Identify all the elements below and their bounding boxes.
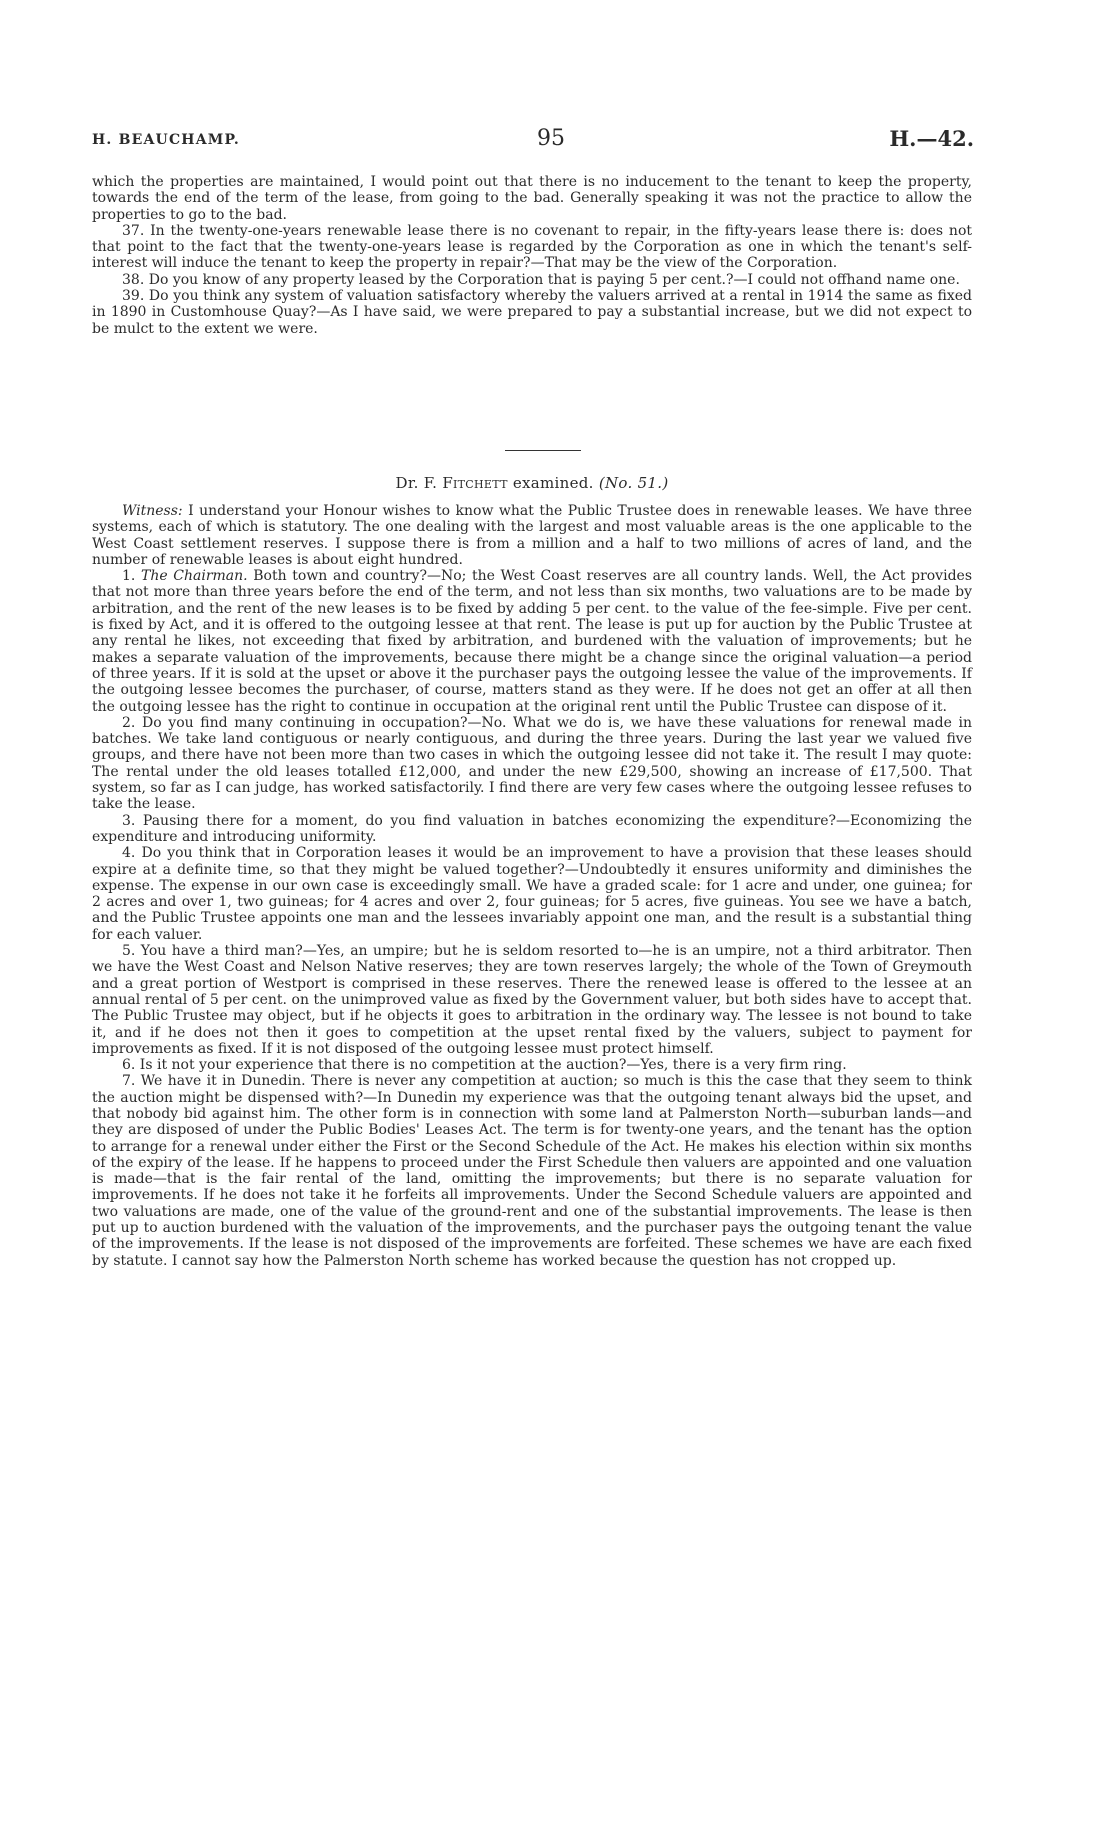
witness-number: (No. 51.) [598, 474, 669, 492]
paragraph-q39: 39. Do you think any system of valuation satisfactory whereby the valuers arrived at a rental in 1914 the same as fixed in 1890 in Customhouse Quay?—As I have said, we were prepared to pay a substantial increase, but we did not expect to be mulct to the extent we were. [92, 288, 972, 337]
paragraph-q38: 38. Do you know of any property leased by the Corporation that is paying 5 per cent.?—I could not offhand name one. [122, 271, 960, 288]
paragraph-q4: 4. Do you think that in Corporation leases it would be an improvement to have a provision that these leases should expire at a definite time, so that they might be valued together?—Undoubtedly it ensures uniformity and diminishes the expense. The expense in our own case is exceedingly small. We have a graded scale: for 1 acre and under, one guinea; for 2 acres and over 1, two guineas; for 4 acres and over 2, four guineas; for 5 acres, five guineas. You see we have a batch, and the Public Trustee appoints one man and the lessees invariably appoint one man, and the result is a substantial thing for each valuer. [92, 845, 972, 943]
paragraph-text: I understand your Honour wishes to know what the Public Trustee does in renewable leases. We have three systems, each of which is statutory. The one dealing with the largest and most valuable areas is the one applicable to the West Coast settlement reserves. I suppose there is from a million and a half to two millions of acres of land, and the number of renewable leases is about eight hundred. [92, 503, 972, 568]
paragraph-q5: 5. You have a third man?—Yes, an umpire; but he is seldom resorted to—he is an umpire, not a third arbitrator. Then we have the West Coast and Nelson Native reserves; they are town reserves largely; the whole of the Town of Greymouth and a great portion of Westport is comprised in these reserves. There the renewed lease is offered to the lessee at an annual rental of 5 per cent. on the unimproved value as fixed by the Government valuer, but both sides have to accept that. The Public Trustee may object, but if he objects it goes to arbitration in the ordinary way. The lessee is not bound to take it, and if he does not then it goes to competition at the upset rental fixed by the valuers, subject to payment for improvements as fixed. If it is not disposed of the outgoing lessee must protect himself. [92, 943, 972, 1057]
paragraph-q3: 3. Pausing there for a moment, do you find valuation in batches economizing the expenditure?—Economizing the expenditure and introducing uniformity. [92, 812, 972, 845]
paragraph: which the properties are maintained, I would point out that there is no inducement to the tenant to keep the property, towards the end of the term of the lease, from going to the bad. Generally speaking it was not the practice to allow the properties to go to the bad. [92, 174, 972, 223]
examination-heading [92, 474, 972, 492]
paragraph-q6: 6. Is it not your experience that there is no competition at the auction?—Yes, there is a very firm ring. [122, 1057, 847, 1074]
header-witness-name: H. BEAUCHAMP. [92, 132, 240, 148]
examination-title-suffix: examined. [512, 474, 594, 492]
paragraph-q1 [92, 568, 972, 715]
witness-name: Fitchett [442, 474, 508, 492]
speaker-label: The Chairman. [141, 568, 248, 585]
paper-reference: H.—42. [889, 126, 974, 151]
speaker-label: Witness: [122, 503, 183, 519]
paragraph-q37: 37. In the twenty-one-years renewable lease there is no covenant to repair, in the fifty-years lease there is: does not that point to the fact that the twenty-one-years lease is regarded by the Corporation as one in which the tenant's self-interest will induce the tenant to keep the property in repair?—That may be the view of the Corporation. [92, 222, 972, 272]
paragraph-witness-statement [92, 503, 972, 568]
fitchett-testimony [92, 503, 972, 1269]
section-divider [505, 450, 581, 451]
examination-title-prefix: Dr. F. [395, 474, 438, 492]
continued-testimony [92, 174, 972, 337]
question-number: 1. [122, 568, 136, 585]
page-header [92, 126, 974, 160]
paragraph-text: Both town and country?—No; the West Coast reserves are all country lands. Well, the Act provides that not more than three years before the end of the term, and not less than six months, two valuations are to be made by arbitration, and the rent of the new leases is to be fixed by adding 5 per cent. to the value of the fee-simple. Five per cent. is fixed by Act, and it is offered to the outgoing lessee at that rent. The lease is put up for auction by the Public Trustee at any rental he likes, not exceeding that fixed by arbitration, and burdened with the valuation of improvements; but he makes a separate valuation of the improvements, because there might be a change since the original valuation—a period of three years. If it is sold at the upset or above it the purchaser pays the outgoing lessee the value of the improvements. If the outgoing lessee becomes the purchaser, of course, matters stand as they were. If he does not get an offer at all then the outgoing lessee has the right to continue in occupation at the original rent until the Public Trustee can dispose of it. [92, 568, 973, 715]
page-number: 95 [537, 126, 565, 151]
paragraph-q2: 2. Do you find many continuing in occupation?—No. What we do is, we have these valuations for renewal made in batches. We take land contiguous or nearly contiguous, and during the three years. During the last year we valued five groups, and there have not been more than two cases in which the outgoing lessee did not take it. The result I may quote: The rental under the old leases totalled £12,000, and under the new £29,500, showing an increase of £17,500. That system, so far as I can judge, has worked satisfactorily. I find there are very few cases where the outgoing lessee refuses to take the lease. [92, 714, 972, 813]
paragraph-q7: 7. We have it in Dunedin. There is never any competition at auction; so much is this the case that they seem to think the auction might be dispensed with?—In Dunedin my experience was that the outgoing tenant always bid the upset, and that nobody bid against him. The other form is in connection with some land at Palmerston North—suburban lands—and they are disposed of under the Public Bodies' Leases Act. The term is for twenty-one years, and the tenant has the option to arrange for a renewal under either the First or the Second Schedule of the Act. He makes his election within six months of the expiry of the lease. If he happens to proceed under the First Schedule then valuers are appointed and one valuation is made—that is the fair rental of the land, omitting the improvements; but there is no separate valuation for improvements. If he does not take it he forfeits all improvements. Under the Second Schedule valuers are appointed and two valuations are made, one of the value of the ground-rent and one of the substantial improvements. The lease is then put up to auction burdened with the valuation of the improvements, and the purchaser pays the outgoing tenant the value of the improvements. If the lease is not disposed of the improvements are forfeited. These schemes we have are each fixed by statute. I cannot say how the Palmerston North scheme has worked because the question has not cropped up. [92, 1073, 972, 1269]
